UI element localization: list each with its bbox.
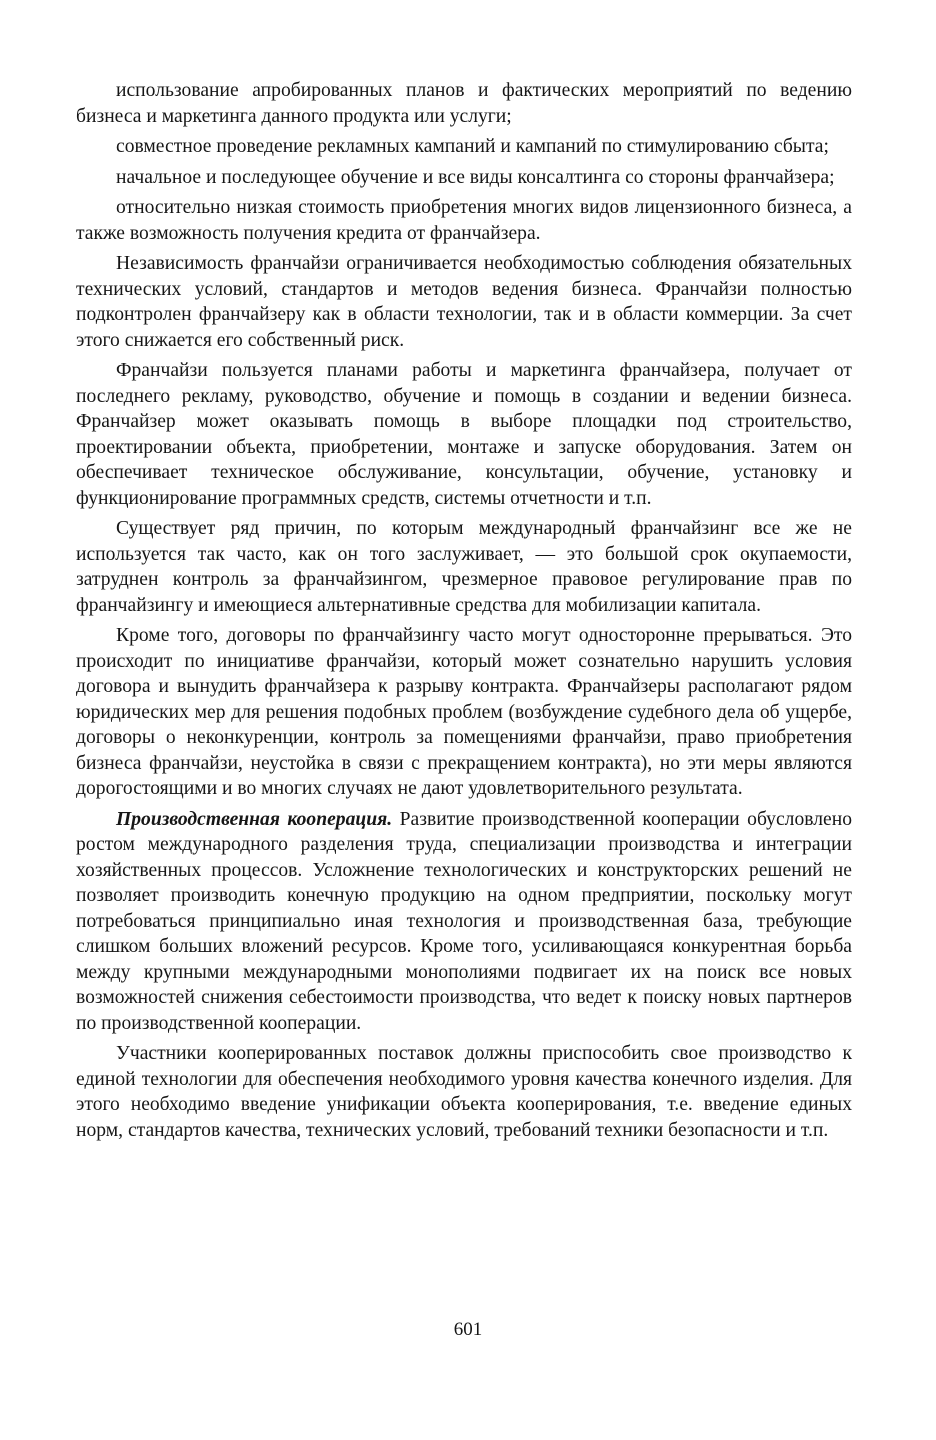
page-number: 601 [453, 1319, 483, 1340]
list-item-training: начальное и последующее обучение и все виды консалтинга со стороны франчайзера; [116, 166, 835, 188]
paragraph-cooperative-supplies: Участники кооперированных поставок должны приспособить свое производство к единой технологии для обеспечения необходимого уровня качества конечного изделия. Для этого необходимо введение унификации объекта кооперирования, т.е. введение единых норм, стандартов качества, технических условий, требований техники безопасности и т.п. [76, 1043, 852, 1141]
paragraph-franchisor-support: Франчайзи пользуется планами работы и маркетинга франчайзера, получает от последнего рекламу, руководство, обучение и помощь в создании и ведении бизнеса. Франчайзер может оказывать помощь в выборе площадки под строительство, проектировании объекта, приобретении, монтаже и запуске оборудования. Затем он обеспечивает техническое обслуживание, консультации, обучение, установку и функционирование программных средств, системы отчетности и т.п. [76, 360, 852, 509]
section-lead-in: Производственная кооперация. [116, 808, 393, 830]
paragraph-production-cooperation [76, 807, 852, 1037]
page-body [76, 78, 852, 1148]
paragraph-contract-termination: Кроме того, договоры по франчайзингу часто могут односторонне прерываться. Это происходит по инициативе франчайзи, который может сознательно нарушить условия договора и вынудить франчайзера к разрыву контракта. Франчайзеры располагают рядом юридических мер для решения подобных проблем (возбуждение судебного дела об ущербе, договоры о неконкуренции, контроль за помещениями франчайзи, право приобретения бизнеса франчайзи, неустойка в связи с прекращением контракта), но эти меры являются дорогостоящими и во многих случаях не дают удовлетворительного результата. [76, 625, 852, 799]
list-item-tested-plans: использование апробированных планов и фактических мероприятий по ведению бизнеса и маркетинга данного продукта или услуги; [76, 80, 852, 127]
paragraph-reasons: Существует ряд причин, по которым международный франчайзинг все же не используется так часто, как он того заслуживает, — это большой срок окупаемости, затруднен контроль за франчайзингом, чрезмерное правовое регулирование прав по франчайзингу и имеющиеся альтернативные средства для мобилизации капитала. [76, 518, 852, 616]
paragraph-franchisee-independence: Независимость франчайзи ограничивается необходимостью соблюдения обязательных технических условий, стандартов и методов ведения бизнеса. Франчайзи полностью подконтролен франчайзеру как в области технологии, так и в области коммерции. За счет этого снижается его собственный риск. [76, 253, 852, 351]
paragraph-text: Развитие производственной кооперации обусловлено ростом международного разделения труда, специализации производства и интеграции хозяйственных процессов. Усложнение технологических и конструкторских решений не позволяет производить конечную продукцию на одном предприятии, поскольку могут потребоваться принципиально иная технология и производственная база, требующие слишком больших вложений ресурсов. Кроме того, усиливающаяся конкурентная борьба между крупными международными монополиями подвигает их на поиск все новых возможностей снижения себестоимости производства, что ведет к поиску новых партнеров по производственной кооперации. [76, 808, 852, 1034]
list-item-low-cost: относительно низкая стоимость приобретения многих видов лицензионного бизнеса, а также возможность получения кредита от франчайзера. [76, 197, 852, 244]
list-item-joint-campaigns: совместное проведение рекламных кампаний и кампаний по стимулированию сбыта; [116, 136, 829, 157]
